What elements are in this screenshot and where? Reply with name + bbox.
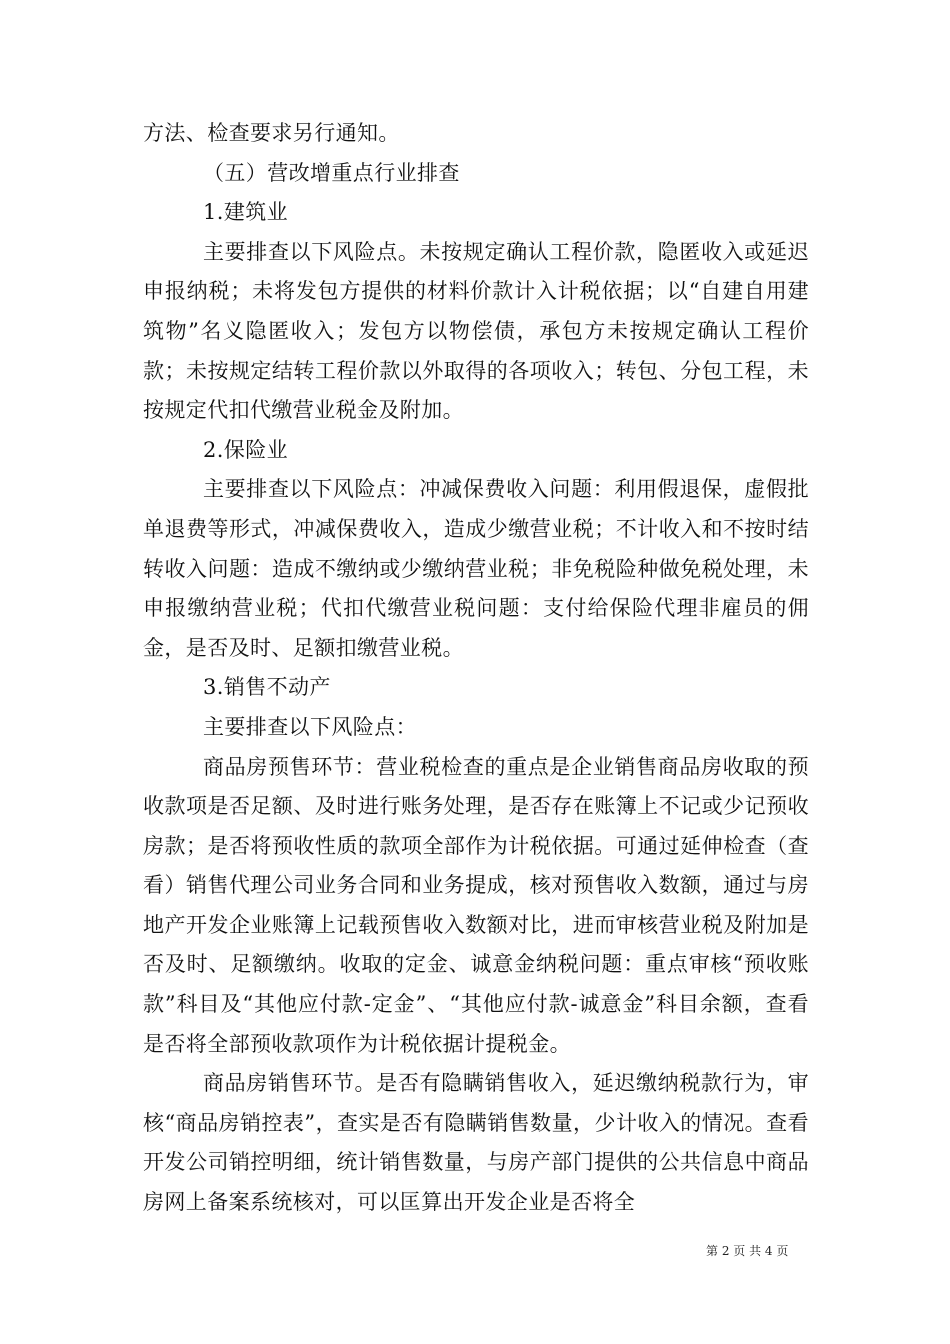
page-number-footer: 第 2 页 共 4 页 <box>706 1244 789 1258</box>
paragraph-realestate-intro: 主要排查以下风险点： <box>203 714 417 739</box>
paragraph-construction: 主要排查以下风险点。未按规定确认工程价款，隐匿收入或延迟申报纳税；未将发包方提供的材料价款计入计税依据；以“自建自用建筑物”名义隐匿收入；发包方以物偿债，承包方未按规定确认工程价款；未按规定结转工程价款以外取得的各项收入；转包、分包工程，未按规定代扣代缴营业税金及附加。 <box>143 239 809 423</box>
subheading-construction: 1.建筑业 <box>203 200 289 225</box>
subheading-realestate: 3.销售不动产 <box>203 675 331 700</box>
subheading-insurance: 2.保险业 <box>203 437 289 462</box>
paragraph-insurance: 主要排查以下风险点：冲减保费收入问题：利用假退保，虚假批单退费等形式，冲减保费收入，造成少缴营业税；不计收入和不按时结转收入问题：造成不缴纳或少缴纳营业税；非免税险种做免税处理，未申报缴纳营业税；代扣代缴营业税问题：支付给保险代理非雇员的佣金，是否及时、足额扣缴营业税。 <box>143 477 809 660</box>
document-body <box>143 114 809 1223</box>
section-heading-5: （五）营改增重点行业排查 <box>203 160 460 185</box>
paragraph-sale: 商品房销售环节。是否有隐瞒销售收入，延迟缴纳税款行为，审核“商品房销控表”，查实是否有隐瞒销售数量，少计收入的情况。查看开发公司销控明细，统计销售数量，与房产部门提供的公共信息中商品房网上备案系统核对，可以匡算出开发企业是否将全 <box>143 1071 809 1215</box>
paragraph-continued: 方法、检查要求另行通知。 <box>143 121 400 145</box>
paragraph-presale: 商品房预售环节：营业税检查的重点是企业销售商品房收取的预收款项是否足额、及时进行账务处理，是否存在账簿上不记或少记预收房款；是否将预收性质的款项全部作为计税依据。可通过延伸检查（查看）销售代理公司业务合同和业务提成，核对预售收入数额，通过与房地产开发企业账簿上记载预售收入数额对比，进而审核营业税及附加是否及时、足额缴纳。收取的定金、诚意金纳税问题：重点审核“预收账款”科目及“其他应付款-定金”、“其他应付款-诚意金”科目余额，查看是否将全部预收款项作为计税依据计提税金。 <box>143 754 809 1056</box>
